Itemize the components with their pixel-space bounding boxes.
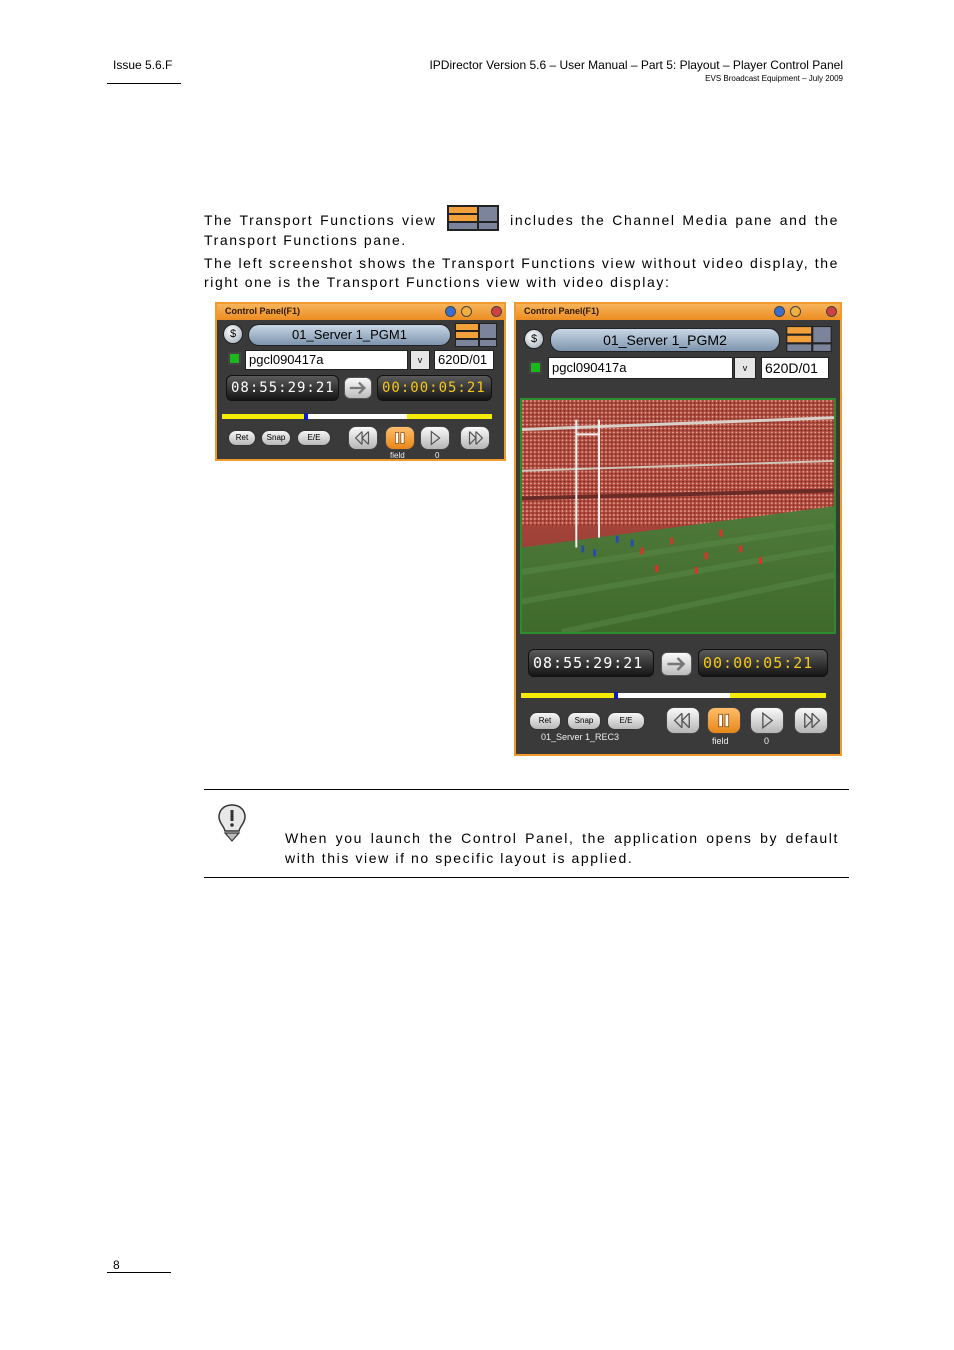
minimize-icon[interactable]: [461, 306, 472, 317]
speed-mode-label: field: [390, 451, 405, 460]
speed-value-label: 0: [435, 451, 440, 460]
control-panel-right: [514, 302, 842, 756]
play-icon[interactable]: [420, 426, 450, 450]
video-display[interactable]: [520, 398, 836, 634]
paragraph-screenshots: The left screenshot shows the Transport Functions view without video display, the right one is the Transport Functions view with video display:: [204, 255, 839, 290]
channel-selector-icon[interactable]: $: [524, 329, 544, 349]
clip-id-field[interactable]: 620D/01: [761, 357, 829, 379]
rewind-icon[interactable]: [348, 426, 378, 450]
snap-button[interactable]: Snap: [567, 712, 601, 730]
fast-forward-icon[interactable]: [460, 426, 490, 450]
note-top-rule: [204, 789, 849, 790]
speed-value-label: 0: [764, 736, 770, 746]
note-text: When you launch the Control Panel, the application opens by default with this view if no specific layout is applied.: [285, 830, 839, 866]
layout-view-icon[interactable]: [455, 323, 497, 347]
goto-arrow-icon[interactable]: [344, 377, 372, 399]
panel-title: Control Panel(F1): [524, 306, 600, 316]
note-bottom-rule: [204, 877, 849, 878]
header-rule: [107, 83, 181, 84]
clip-dropdown-button[interactable]: v: [734, 357, 756, 379]
progress-bar[interactable]: [521, 693, 826, 698]
paragraph-text-before: The Transport Functions view: [204, 212, 437, 228]
timecode-current: 08:55:29:21: [528, 649, 654, 677]
play-icon[interactable]: [750, 707, 784, 734]
timecode-current: 08:55:29:21: [226, 375, 339, 401]
clip-id-field[interactable]: 620D/01: [434, 350, 494, 370]
pause-icon[interactable]: [707, 707, 741, 734]
transport-functions-view-icon: [447, 205, 499, 231]
control-panel-left: [215, 302, 506, 461]
document-title: IPDirector Version 5.6 – User Manual – Part 5: Playout – Player Control Panel: [429, 58, 843, 72]
panel-title: Control Panel(F1): [225, 306, 301, 316]
close-icon[interactable]: [491, 306, 502, 317]
pause-icon[interactable]: [385, 426, 415, 450]
help-icon[interactable]: [445, 306, 456, 317]
goto-arrow-icon[interactable]: [661, 652, 692, 676]
timecode-duration: 00:00:05:21: [698, 649, 828, 677]
ee-button[interactable]: E/E: [607, 712, 645, 730]
channel-name-button[interactable]: 01_Server 1_PGM2: [550, 328, 780, 352]
channel-name-button[interactable]: 01_Server 1_PGM1: [248, 324, 451, 346]
page-number: 8: [113, 1258, 120, 1272]
document-subtitle: EVS Broadcast Equipment – July 2009: [705, 74, 843, 83]
recorder-label: 01_Server 1_REC3: [541, 732, 620, 742]
clip-name-field[interactable]: pgcl090417a: [245, 350, 408, 370]
paragraph-transport-view: [204, 205, 839, 250]
layout-view-icon[interactable]: [786, 326, 832, 352]
paragraph-text-after: includes the Channel Media pane and the Transport Functions pane.: [204, 212, 840, 248]
issue-label: Issue 5.6.F: [113, 58, 173, 72]
clip-dropdown-button[interactable]: v: [410, 350, 430, 370]
fast-forward-icon[interactable]: [794, 707, 828, 734]
note-icon: [216, 803, 248, 843]
snap-button[interactable]: Snap: [261, 430, 291, 446]
ret-button[interactable]: Ret: [228, 430, 256, 446]
minimize-icon[interactable]: [790, 306, 801, 317]
close-icon[interactable]: [826, 306, 837, 317]
speed-mode-label: field: [712, 736, 729, 746]
clip-status-icon[interactable]: [529, 361, 542, 374]
rewind-icon[interactable]: [666, 707, 700, 734]
panel-titlebar[interactable]: [516, 304, 840, 320]
ret-button[interactable]: Ret: [529, 712, 561, 730]
channel-selector-icon[interactable]: $: [223, 324, 243, 344]
progress-bar[interactable]: [222, 414, 492, 419]
clip-name-field[interactable]: pgcl090417a: [548, 357, 733, 379]
timecode-duration: 00:00:05:21: [377, 375, 492, 401]
panel-titlebar[interactable]: [217, 304, 504, 320]
ee-button[interactable]: E/E: [297, 430, 331, 446]
footer-rule: [107, 1272, 171, 1273]
help-icon[interactable]: [774, 306, 785, 317]
clip-status-icon[interactable]: [228, 352, 241, 365]
